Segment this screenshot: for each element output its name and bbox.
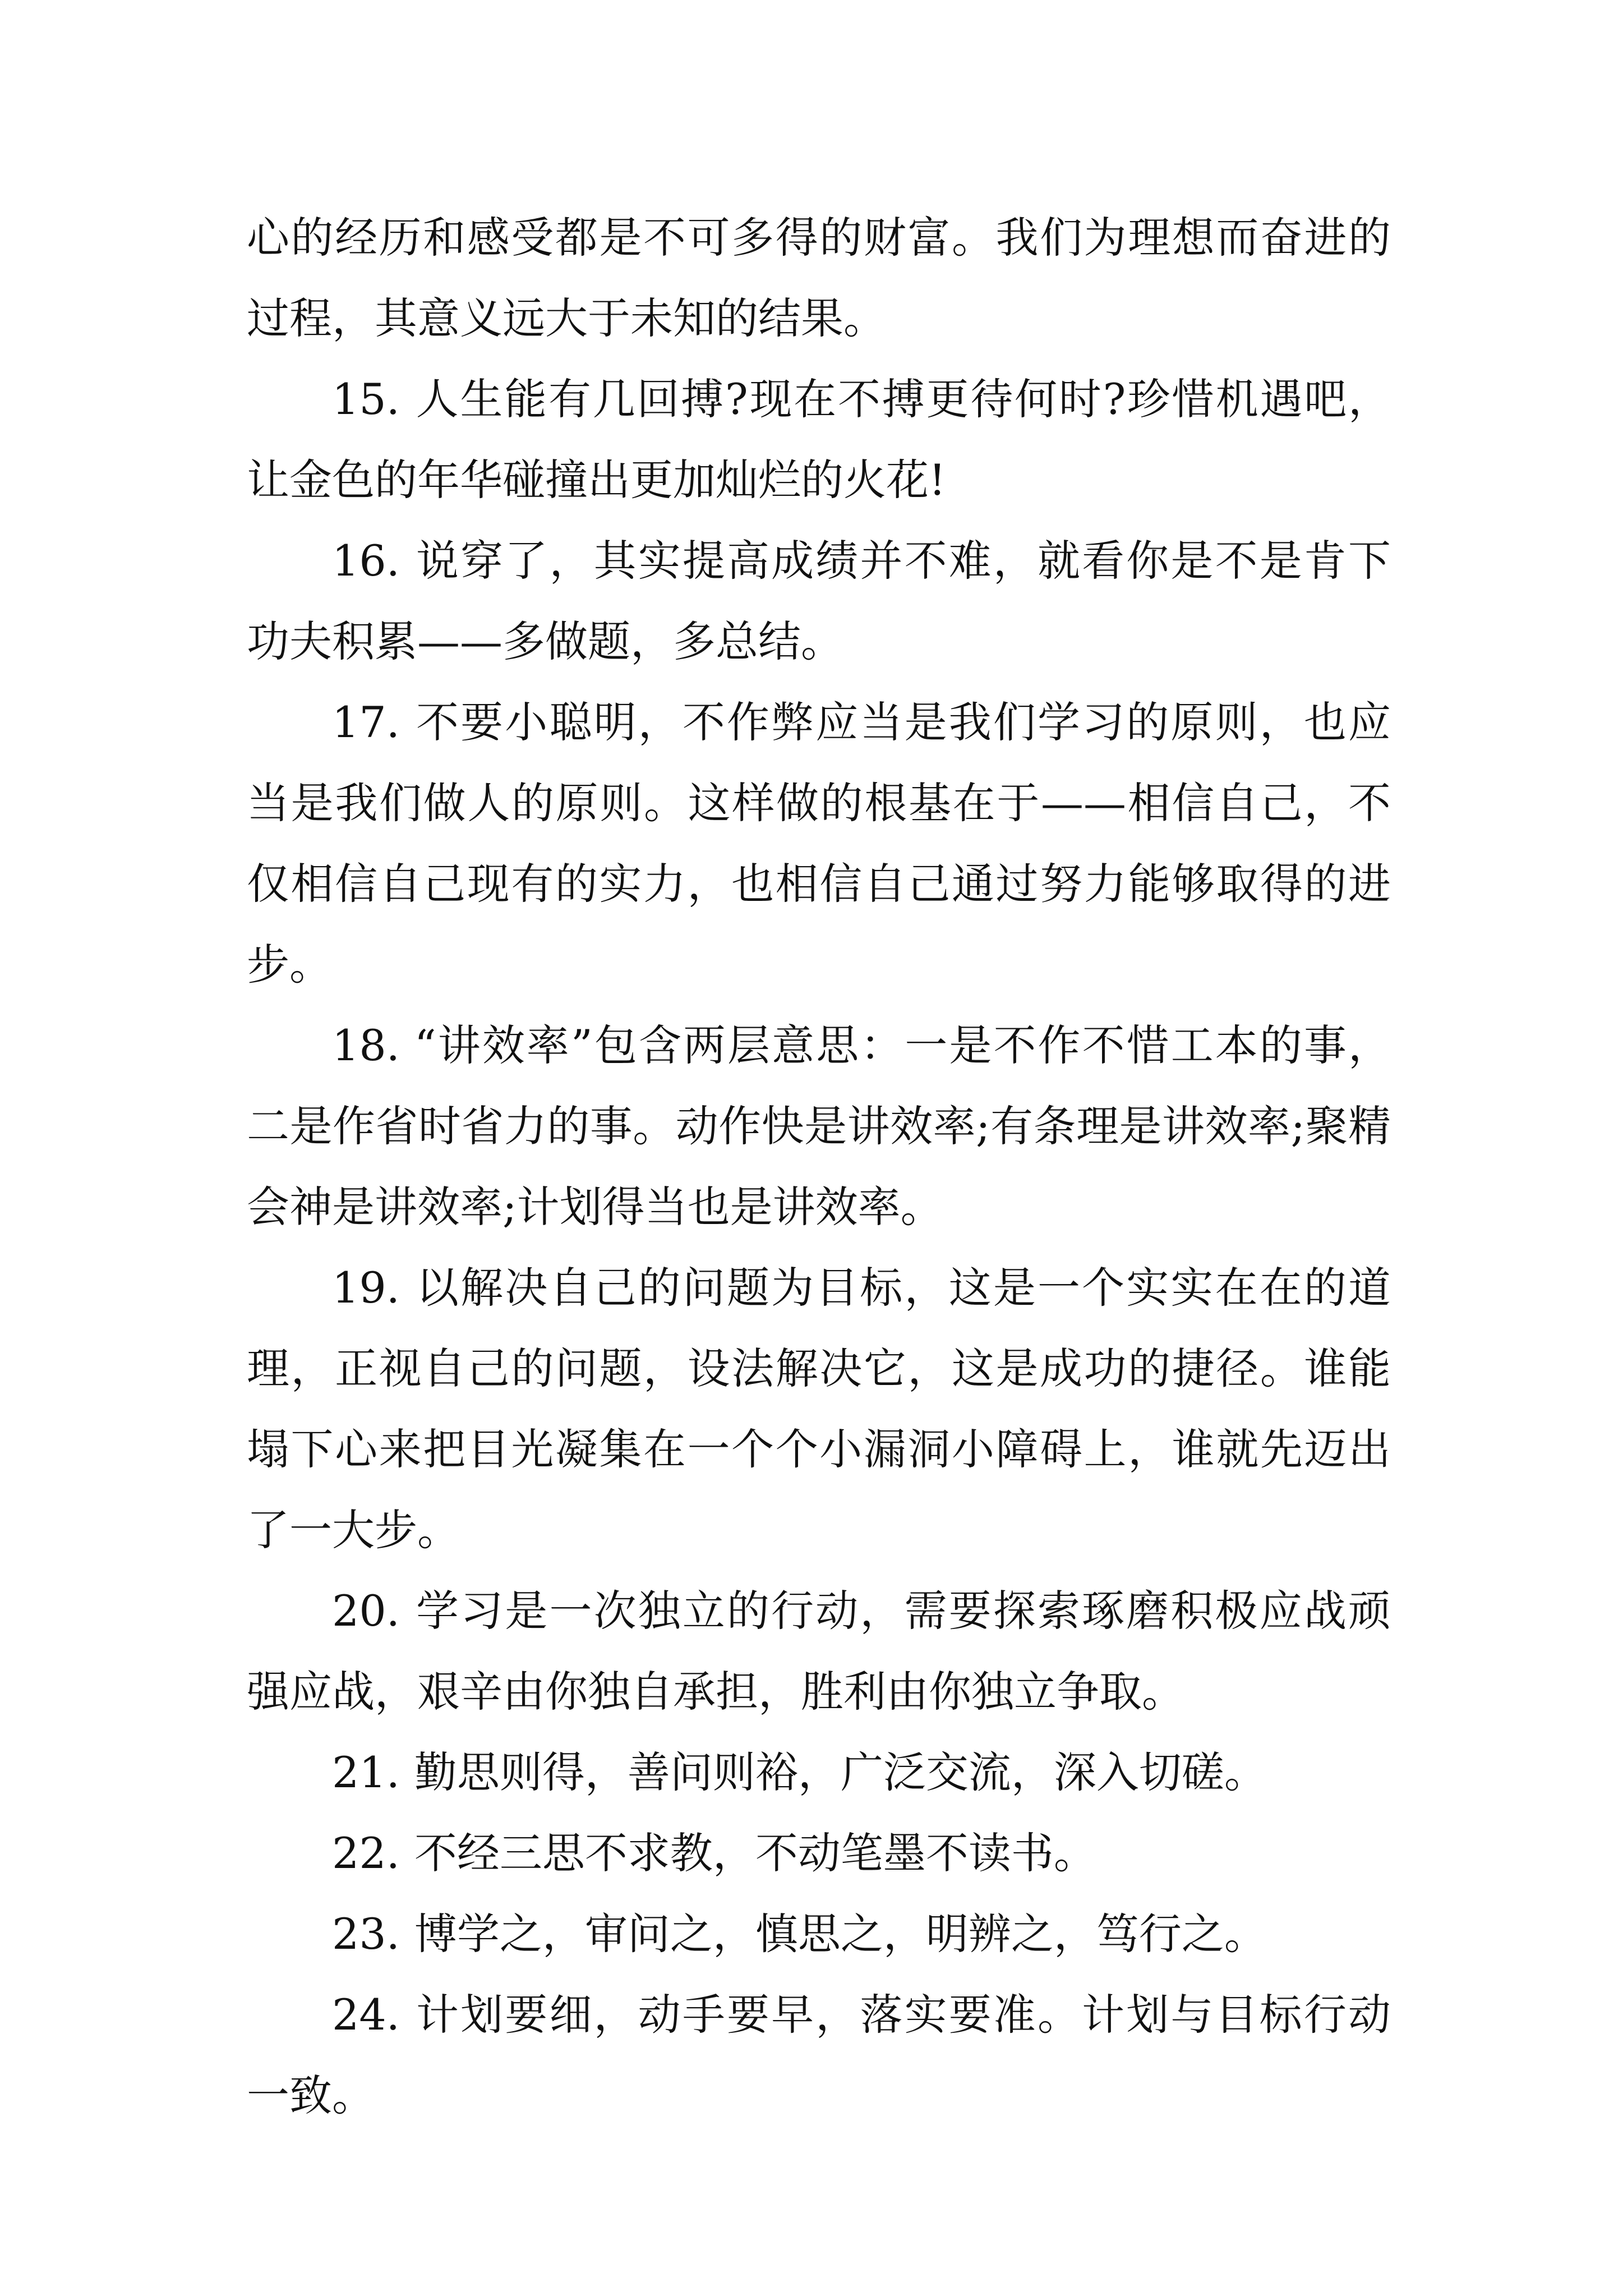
- paragraph-text: 不经三思不求教，不动笔墨不读书。: [414, 1828, 1096, 1878]
- paragraph-text: 说穿了，其实提高成绩并不难，就看你是不是肯下功夫积累——多做题，多总结。: [247, 536, 1391, 666]
- paragraph-text: 心的经历和感受都是不可多得的财富。我们为理想而奋进的过程，其意义远大于未知的结果。: [247, 213, 1391, 343]
- paragraph-19: [247, 1248, 1391, 1571]
- paragraph-24: [247, 1975, 1391, 2136]
- paragraph-text: 以解决自己的问题为目标，这是一个实实在在的道理，正视自己的问题，设法解决它，这是成功的捷径。谁能塌下心来把目光凝集在一个个小漏洞小障碍上，谁就先迈出了一大步。: [247, 1263, 1391, 1555]
- body-text: [247, 197, 1391, 2136]
- paragraph-18: [247, 1005, 1391, 1248]
- paragraph-22: [247, 1813, 1391, 1894]
- paragraph-text: 博学之，审问之，慎思之，明辨之，笃行之。: [414, 1909, 1267, 1959]
- paragraph-number: 18.: [332, 1020, 400, 1070]
- paragraph-number: 20.: [332, 1586, 400, 1636]
- paragraph-text: 学习是一次独立的行动，需要探索琢磨积极应战顽强应战，艰辛由你独自承担，胜利由你独立争取。: [247, 1586, 1391, 1717]
- paragraph-text: “讲效率”包含两层意思：一是不作不惜工本的事，二是作省时省力的事。动作快是讲效率;有条理是讲效率;聚精会神是讲效率;计划得当也是讲效率。: [247, 1020, 1391, 1232]
- paragraph-continuation: [247, 197, 1391, 359]
- paragraph-number: 16.: [332, 536, 400, 586]
- paragraph-number: 23.: [332, 1909, 400, 1959]
- paragraph-number: 24.: [332, 1990, 400, 2040]
- paragraph-text: 计划要细，动手要早，落实要准。计划与目标行动一致。: [247, 1990, 1391, 2120]
- paragraph-17: [247, 682, 1391, 1005]
- paragraph-23: [247, 1894, 1391, 1975]
- paragraph-text: 不要小聪明，不作弊应当是我们学习的原则，也应当是我们做人的原则。这样做的根基在于——相信自己，不仅相信自己现有的实力，也相信自己通过努力能够取得的进步。: [247, 697, 1391, 990]
- paragraph-15: [247, 359, 1391, 521]
- paragraph-16: [247, 521, 1391, 682]
- paragraph-number: 19.: [332, 1263, 400, 1313]
- paragraph-21: [247, 1732, 1391, 1813]
- paragraph-20: [247, 1571, 1391, 1732]
- paragraph-number: 17.: [332, 697, 400, 747]
- paragraph-number: 15.: [332, 374, 400, 424]
- paragraph-text: 人生能有几回搏?现在不搏更待何时?珍惜机遇吧，让金色的年华碰撞出更加灿烂的火花!: [247, 374, 1391, 505]
- paragraph-number: 22.: [332, 1828, 400, 1878]
- paragraph-number: 21.: [332, 1747, 400, 1797]
- paragraph-text: 勤思则得，善问则裕，广泛交流，深入切磋。: [414, 1747, 1267, 1797]
